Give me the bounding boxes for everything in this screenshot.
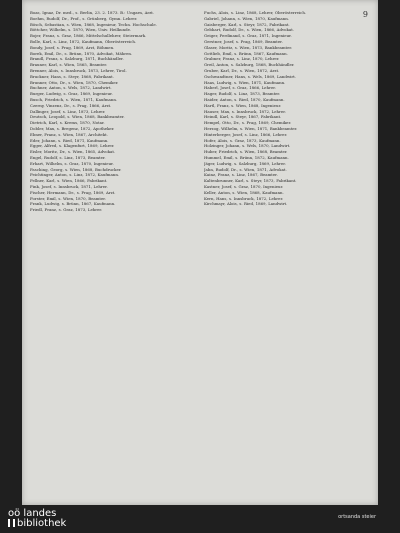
directory-entry: Ebner, Franz, s. Wien, 1867, Architekt.	[30, 131, 108, 137]
footer-right-text: ortsanda steier	[338, 514, 376, 520]
directory-entry: Fellner, Karl, s. Wien, 1866, Fabrikant.	[30, 178, 108, 184]
directory-entry: Heindl, Karl, s. Steyr, 1867, Fabrikant.	[204, 114, 282, 120]
directory-entry: Forster, Emil, s. Wien, 1870, Beamter.	[30, 195, 106, 201]
left-column	[30, 10, 196, 500]
directory-entry: Bruckner, Hans, s. Steyr, 1868, Fabrikant.	[30, 73, 114, 79]
directory-entry: Gabriel, Johann, s. Wien, 1870, Kaufmann.	[204, 15, 289, 21]
directory-entry: Gaisberger, Karl, s. Steyr, 1872, Fabrikant.	[204, 21, 290, 27]
document-page	[22, 0, 378, 505]
directory-entry: Deutsch, Leopold, s. Wien, 1868, Bankbeamter.	[30, 114, 125, 120]
library-logo	[8, 509, 66, 529]
directory-entry: Brenner, Alois, s. Innsbruck, 1873, Lehrer, Tirol.	[30, 67, 127, 73]
directory-entry: Gschwandtner, Hans, s. Wels, 1869, Landwirt.	[204, 73, 297, 79]
directory-entry: Huber, Friedrich, s. Wien, 1868, Beamter.	[204, 149, 288, 155]
directory-entry: Gruber, Karl, Dr., s. Wien, 1872, Arzt.	[204, 67, 280, 73]
directory-entry: Eisler, Moritz, Dr., s. Wien, 1865, Advokat.	[30, 149, 116, 155]
bars-icon	[8, 519, 15, 527]
directory-entry: Geiger, Ferdinand, s. Graz, 1871, Ingenieur.	[204, 33, 292, 39]
directory-entry: Egger, Alfred, s. Klagenfurt, 1869, Lehrer.	[30, 143, 115, 149]
directory-entry: Herzog, Wilhelm, s. Wien, 1871, Bankbeamter.	[204, 125, 298, 131]
directory-entry: Fasching, Georg, s. Wien, 1868, Buchdrucker.	[30, 166, 122, 172]
directory-entry: Jahn, Rudolf, Dr., s. Wien, 1871, Advokat.	[204, 166, 287, 172]
directory-entry: Gerstner, Josef, s. Prag, 1869, Beamter.	[204, 38, 283, 44]
directory-entry: Brauner, Karl, s. Wien, 1865, Beamter.	[30, 62, 108, 68]
directory-entry: Hartl, Franz, s. Wien, 1868, Ingenieur.	[204, 102, 282, 108]
footer-bar	[0, 505, 400, 533]
directory-entry: Greil, Anton, s. Salzburg, 1868, Buchhändler.	[204, 62, 295, 68]
right-column	[204, 10, 370, 500]
directory-entry: Haider, Anton, s. Ried, 1870, Kaufmann.	[204, 96, 285, 102]
directory-entry: Brandl, Franz, s. Salzburg, 1871, Buchhändler.	[30, 56, 124, 62]
logo-line-2: bibliothek	[17, 518, 67, 529]
directory-entry: Gottlieb, Emil, s. Brünn, 1867, Kaufmann.	[204, 50, 288, 56]
directory-entry: Holzinger, Johann, s. Wels, 1870, Landwirt.	[204, 143, 291, 149]
directory-entry: Frank, Ludwig, s. Brünn, 1867, Kaufmann.	[30, 201, 116, 207]
text-columns	[30, 10, 370, 500]
directory-entry: Hauser, Max, s. Innsbruck, 1872, Lehrer.	[204, 108, 286, 114]
directory-entry: Bolle, Karl, s. Linz, 1872, Kaufmann, Oberösterreich.	[30, 38, 137, 44]
directory-entry: Friedl, Franz, s. Graz, 1873, Lehrer.	[30, 207, 103, 213]
directory-entry: Fuchs, Alois, s. Linz, 1868, Lehrer, Oberösterreich.	[204, 10, 307, 15]
directory-entry: Hummel, Emil, s. Brünn, 1872, Kaufmann.	[204, 154, 289, 160]
directory-entry: Brunner, Otto, Dr., s. Wien, 1870, Chemiker.	[30, 79, 119, 85]
directory-entry: Engel, Rudolf, s. Linz, 1873, Beamter.	[30, 154, 106, 160]
directory-entry: Fischer, Hermann, Dr., s. Prag, 1869, Arzt.	[30, 189, 116, 195]
directory-entry: Bondy, Josef, s. Prag, 1869, Arzt, Böhmen.	[30, 44, 115, 50]
directory-entry: Hinterberger, Josef, s. Linz, 1866, Lehrer.	[204, 131, 288, 137]
directory-entry: Bösch, Sebastian, s. Wien, 1868, Ingenieur, Techn. Hochschule.	[30, 21, 157, 27]
directory-entry: Boehm, Rudolf, Dr., Prof., s. Grünberg, Gymn. Lehrer.	[30, 15, 138, 21]
directory-entry: Feichtinger, Anton, s. Linz, 1872, Kaufmann.	[30, 172, 120, 178]
page-number: 9	[362, 10, 368, 19]
directory-entry: Boas, Ignaz, Dr. med., s. Berlin, 23. 2. 1873. B.: Ungarn, Arzt.	[30, 10, 155, 15]
directory-entry: Hofer, Alois, s. Graz, 1873, Kaufmann.	[204, 137, 281, 143]
directory-entry: Haas, Ludwig, s. Wien, 1871, Kaufmann.	[204, 79, 286, 85]
directory-entry: Eder, Johann, s. Ried, 1871, Kaufmann.	[30, 137, 109, 143]
directory-entry: Keller, Anton, s. Wien, 1868, Kaufmann.	[204, 189, 284, 195]
directory-entry: Hager, Rudolf, s. Linz, 1873, Beamter.	[204, 91, 281, 97]
directory-entry: Burger, Ludwig, s. Graz, 1869, Ingenieur.	[30, 91, 113, 97]
directory-entry: Fink, Josef, s. Innsbruck, 1871, Lehrer.	[30, 183, 108, 189]
directory-entry: Dietrich, Karl, s. Krems, 1870, Notar.	[30, 120, 105, 126]
directory-entry: Buchner, Anton, s. Wels, 1872, Landwirt.	[30, 85, 112, 91]
directory-entry: Busch, Friedrich, s. Wien, 1871, Kaufmann.	[30, 96, 118, 102]
directory-entry: Kern, Hans, s. Innsbruck, 1872, Lehrer.	[204, 195, 284, 201]
directory-entry: Dallinger, Josef, s. Linz, 1873, Lehrer.	[30, 108, 106, 114]
directory-entry: Erhart, Wilhelm, s. Graz, 1870, Ingenieur.	[30, 160, 114, 166]
directory-entry: Bojer, Franz, s. Graz, 1866, Mittelschullehrer, Steiermark.	[30, 33, 147, 39]
directory-entry: Kaltenbrunner, Karl, s. Steyr, 1873, Fabrikant.	[204, 178, 297, 184]
directory-entry: Glaser, Moritz, s. Wien, 1873, Bankbeamter.	[204, 44, 293, 50]
directory-entry: Kainz, Franz, s. Linz, 1867, Beamter.	[204, 172, 278, 178]
directory-entry: Kastner, Josef, s. Graz, 1870, Ingenieur.	[204, 183, 284, 189]
logo-line-1: oö landes	[8, 508, 57, 519]
directory-entry: Kirchmayr, Alois, s. Ried, 1869, Landwirt.	[204, 201, 288, 207]
directory-entry: Grabner, Franz, s. Linz, 1870, Lehrer.	[204, 56, 280, 62]
directory-entry: Borek, Emil, Dr., s. Brünn, 1870, Advokat, Mähren.	[30, 50, 133, 56]
directory-entry: Dobler, Max, s. Bregenz, 1872, Apotheker.	[30, 125, 115, 131]
directory-entry: Gebhart, Rudolf, Dr., s. Wien, 1866, Advokat.	[204, 27, 294, 33]
directory-entry: Jäger, Ludwig, s. Salzburg, 1869, Lehrer.	[204, 160, 286, 166]
directory-entry: Böttcher, Wilhelm, s. 1870, Wien, Univ. Heilkunde.	[30, 27, 132, 33]
directory-entry: Hempel, Otto, Dr., s. Prag, 1869, Chemiker.	[204, 120, 292, 126]
directory-entry: Czerny, Vinzenz, Dr., s. Prag, 1866, Arzt.	[30, 102, 112, 108]
directory-entry: Haberl, Josef, s. Graz, 1866, Lehrer.	[204, 85, 276, 91]
